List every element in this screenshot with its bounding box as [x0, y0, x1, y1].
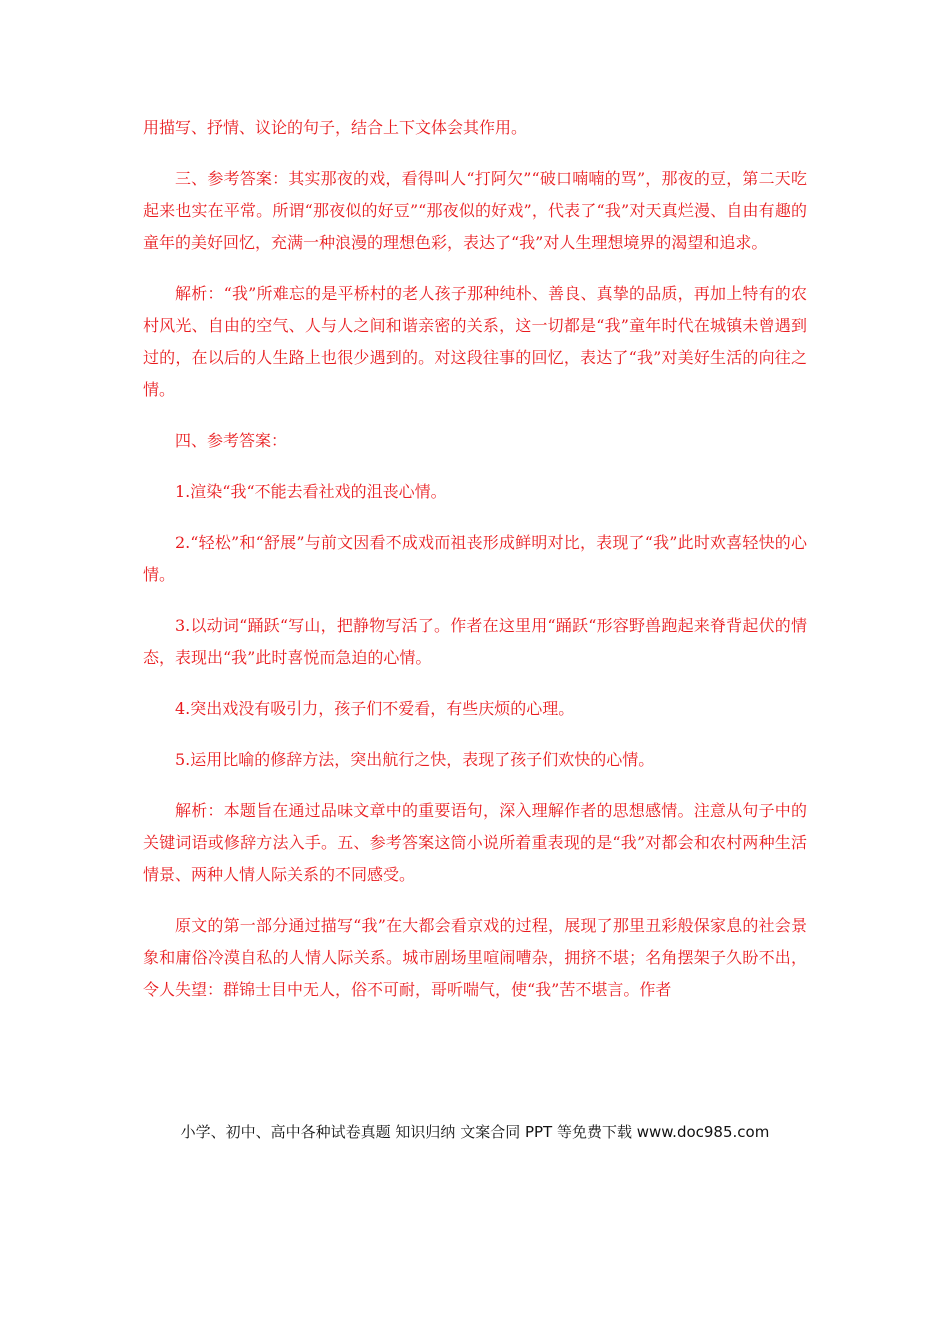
- paragraph-analysis-3: 解析：“我”所难忘的是平桥村的老人孩子那种纯朴、善良、真挚的品质，再加上特有的农村风光、自由的空气、人与人之间和谐亲密的关系，这一切都是“我”童年时代在城镇未曾遇到过的，在以后的人生路上也很少遇到的。对这段往事的回忆，表达了“我”对美好生活的向往之情。: [143, 284, 807, 399]
- paragraph-answer-4-heading: 四、参考答案：: [175, 431, 288, 450]
- paragraph-original-text: 原文的第一部分通过描写“我”在大都会看京戏的过程，展现了那里丑彩般保家息的社会景象和庸俗冷漠自私的人情人际关系。城市剧场里喧闹嘈杂，拥挤不堪；名角摆架子久盼不出，令人失望：群锦士目中无人，俗不可耐，哥听喘气，使“我”苦不堪言。作者: [143, 916, 807, 999]
- paragraph-continuation: 用描写、抒情、议论的句子，结合上下文体会其作用。: [143, 118, 528, 137]
- paragraph-answer-4-item-1: 1.渲染“我“不能去看社戏的沮丧心情。: [175, 482, 447, 501]
- document-body: [143, 112, 807, 1025]
- paragraph-analysis-4: 解析：本题旨在通过品味文章中的重要语句，深入理解作者的思想感情。注意从句子中的关键词语或修辞方法入手。五、参考答案这筒小说所着重表现的是“我”对都会和农村两种生活情景、两种人情人际关系的不同感受。: [143, 801, 807, 884]
- paragraph-answer-4-item-3: 3.以动词“踊跃“写山，把静物写活了。作者在这里用“踊跃“形容野兽跑起来脊背起伏的情态，表现出“我”此时喜悦而急迫的心情。: [143, 616, 807, 667]
- paragraph-answer-4-item-4: 4.突出戏没有吸引力，孩子们不爱看，有些庆烦的心理。: [175, 699, 575, 718]
- paragraph-answer-4-item-5: 5.运用比喻的修辞方法，突出航行之快，表现了孩子们欢快的心情。: [175, 750, 655, 769]
- paragraph-answer-3: 三、参考答案：其实那夜的戏，看得叫人“打阿欠”“破口喃喃的骂”，那夜的豆，第二天吃起来也实在平常。所谓“那夜似的好豆”“那夜似的好戏”，代表了“我”对天真烂漫、自由有趣的童年的美好回忆，充满一种浪漫的理想色彩，表达了“我”对人生理想境界的渴望和追求。: [143, 169, 807, 252]
- paragraph-answer-4-item-2: 2.“轻松”和“舒展”与前文因看不成戏而祖丧形成鲜明对比，表现了“我”此时欢喜轻快的心情。: [143, 533, 807, 584]
- page-footer: 小学、初中、高中各种试卷真题 知识归纳 文案合同 PPT 等免费下载 www.doc985.com: [180, 1123, 770, 1141]
